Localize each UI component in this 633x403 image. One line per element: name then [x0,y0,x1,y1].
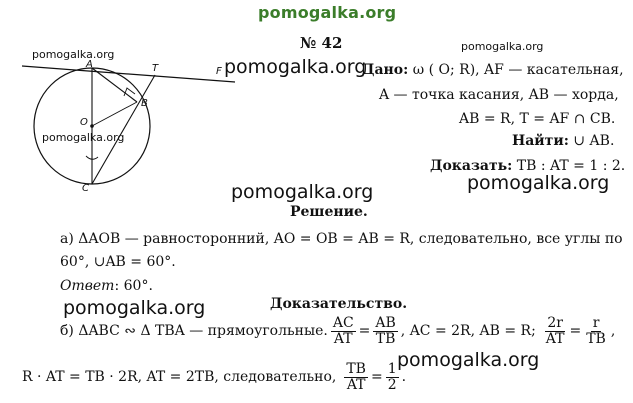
given-line1 [362,62,624,78]
fraction-1-2-numerator: 1 [387,361,397,377]
fraction-r-tb [584,316,608,346]
proof-last-line [22,362,406,392]
proof-b-trail: , [610,323,616,340]
prove-line [430,158,625,174]
solution-a-line2: 60°, ∪AB = 60°. [60,254,176,270]
equals-sign-2: = [569,323,582,340]
given-text1: ω ( O; R), AF — касательная, [412,62,624,78]
watermark-top[interactable]: pomogalka.org [258,3,397,22]
fraction-ab-tb-denominator: TB [375,330,396,347]
watermark-center: pomogalka.org [231,181,374,203]
watermark-left: pomogalka.org [63,297,206,319]
prove-label: Доказать: [430,158,513,174]
center-point-o [90,124,94,128]
fraction-ac-at [331,316,356,346]
tangent-line-af [22,66,235,82]
fraction-r-tb-numerator: r [592,315,600,331]
problem-number: № 42 [300,34,343,52]
fraction-1-2-denominator: 2 [387,376,397,393]
fraction-ac-at-denominator: AT [333,330,353,347]
watermark-near-given: pomogalka.org [224,56,367,78]
answer-value: : 60°. [114,278,153,294]
proof-last-suffix: . [401,369,407,386]
radius-ob [92,102,137,126]
solution-a-line1: а) ΔAOB — равносторонний, AO = OB = AB = R, следовательно, все углы по [60,231,623,247]
fraction-tb-at-numerator: TB [346,361,366,377]
fraction-2r-at-denominator: AT [545,330,565,347]
geometry-figure [20,58,245,198]
find-label: Найти: [512,133,569,149]
right-angle-mark-b [124,88,135,96]
label-o: O [80,117,88,128]
watermark-bottom: pomogalka.org [397,349,540,371]
fraction-ac-at-numerator: AC [332,315,354,331]
label-c: C [82,183,89,194]
watermark-right: pomogalka.org [467,172,610,194]
watermark-figure-top: pomogalka.org [32,48,115,61]
solution-heading: Решение. [290,204,368,220]
fraction-ab-tb-numerator: AB [375,315,396,331]
equals-sign-3: = [370,369,383,386]
fraction-2r-at [544,316,567,346]
label-b: B [141,98,148,109]
proof-heading: Доказательство. [270,296,408,312]
answer-line [60,278,153,294]
proof-last-prefix: R · AT = TB · 2R, AT = 2TB, следовательно, [22,369,337,386]
watermark-given: pomogalka.org [461,40,544,53]
fraction-ab-tb [373,316,397,346]
label-a: A [86,59,93,70]
given-line2: A — точка касания, AB — хорда, [379,87,619,103]
label-f: F [216,66,222,77]
fraction-tb-at-denominator: AT [346,376,366,393]
given-label: Дано: [362,62,409,78]
watermark-figure-middle: pomogalka.org [42,131,125,144]
answer-label: Ответ [60,278,115,294]
fraction-r-tb-denominator: TB [586,330,606,347]
equals-sign: = [358,323,371,340]
find-text: ∪ AB. [573,133,615,149]
fraction-1-2 [386,362,399,392]
proof-line-b [60,316,615,346]
given-line3: AB = R, T = AF ∩ CB. [459,111,616,127]
prove-text: TB : AT = 1 : 2. [516,158,626,174]
fraction-tb-at [344,362,368,392]
proof-b-prefix: б) ΔABC ∾ Δ TBA — прямоугольные. [60,323,328,340]
fraction-2r-at-numerator: 2r [547,315,563,331]
proof-b-mid: , AC = 2R, AB = R; [400,323,536,340]
find-line [512,133,614,149]
label-t: T [152,63,159,74]
